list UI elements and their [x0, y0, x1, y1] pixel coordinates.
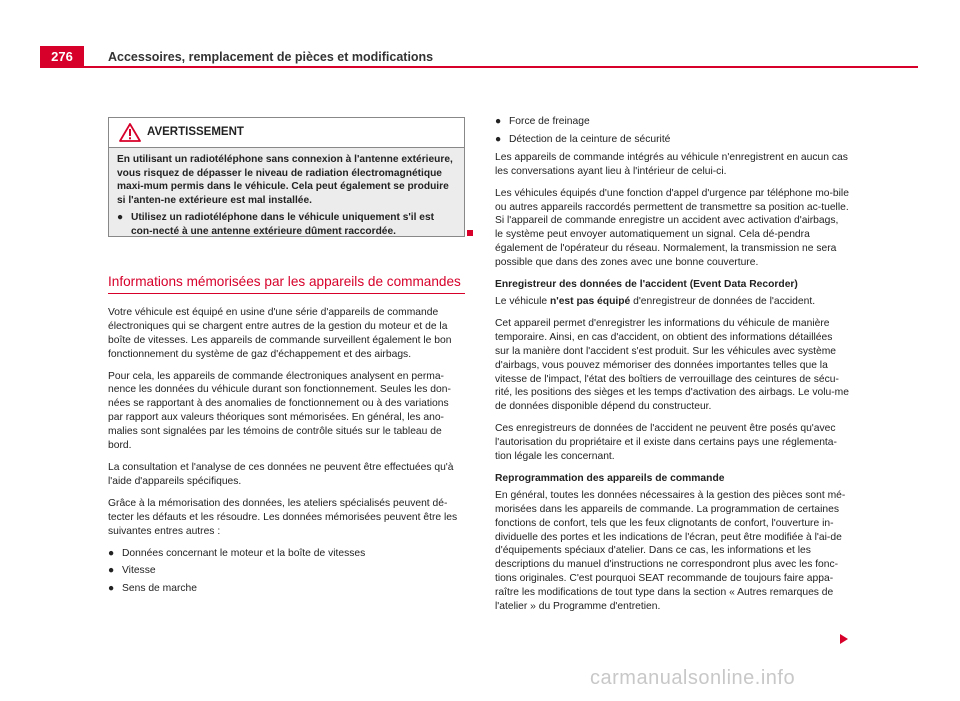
subheading: Enregistreur des données de l'accident (Event Data Recorder) — [495, 279, 798, 291]
section-end-marker — [467, 230, 473, 236]
watermark: carmanualsonline.info — [590, 667, 796, 689]
list-item — [108, 582, 465, 596]
paragraph: Cet appareil permet d'enregistrer les informations du véhicule de manière temporaire. Ainsi, en cas d'accident, on obtient des informations détaillées sur la manière dont l'accident s'est produit. Sur les véhicules avec système d'airbags, vous pouvez mémoriser des données importantes telles que la vitesse de l'impact, l'état des boîtiers de verrouillage des ceintures de sécu-rité, les positions des sièges et les temps d'activation des airbags. Le volu-me de données disponible dépend du constructeur. — [495, 317, 849, 413]
bullet-icon: ● — [108, 547, 115, 559]
bullet-list — [495, 115, 849, 147]
list-item — [495, 133, 849, 147]
paragraph: Pour cela, les appareils de commande électroniques analysent en perma-nence les données du véhicule durant son fonctionnement. Seules les don-nées se rapportant à des anomalies de fonctionnement ou à des variations par rapport aux valeurs théoriques sont mémorisées. En général, les ano-malies sont signalées par les témoins de contrôle situés sur le tableau de bord. — [108, 370, 451, 452]
text-run: Le véhicule — [495, 295, 550, 307]
paragraph: En général, toutes les données nécessaires à la gestion des pièces sont mé-morisées dans les appareils de commande. La programmation de certaines fonctions de confort, tels que les feux clignotants de confort, l'ouverture in-dividuelle des portes et les indications de l'écran, peut être modifiée à l'ai-de d'équipements spéciaux d'atelier. Dans ce cas, les informations et les descriptions du manuel d'instructions ne correspondront plus avec les fonc-tions originales. C'est pourquoi SEAT recommande de toujours faire appa-raître les modifications de tout type dans la section « Autres remarques de l'atelier » du Programme d'entretien. — [495, 489, 846, 613]
right-column — [495, 115, 849, 622]
warning-box — [108, 117, 465, 237]
list-item — [495, 115, 849, 129]
paragraph: Les véhicules équipés d'une fonction d'appel d'urgence par téléphone mo-bile ou autres appareils raccordés permettent de transmettre sa position ac-tuelle. Si l'appareil de commande enregistre un accident avec activation d'airbags, le système peut envoyer automatiquement un signal. Cela dé-pendra également de l'opérateur du réseau. Normalement, la transmission ne sera possible que dans des zones avec une bonne couverture. — [495, 187, 849, 269]
list-item — [108, 564, 465, 578]
page-header — [0, 0, 960, 72]
paragraph: Votre véhicule est équipé en usine d'une série d'appareils de commande électroniques qui se chargent entre autres de la gestion du moteur et de la boîte de vitesses. Les appareils de commande surveillent également le bon fonctionnement du système de gaz d'échappement et des airbags. — [108, 306, 452, 360]
header-rule — [84, 66, 918, 68]
paragraph: Grâce à la mémorisation des données, les ateliers spécialisés peuvent dé-tecter les défauts et les résoudre. Les données mémorisées peuvent être les suivantes entres autres : — [108, 497, 458, 537]
list-item-text: Données concernant le moteur et la boîte de vitesses — [122, 547, 366, 559]
section-title: Informations mémorisées par les appareils de commandes — [108, 275, 465, 294]
emphasis-text: n'est pas équipé — [549, 295, 631, 307]
arrow-right-icon — [840, 634, 848, 644]
paragraph: Ces enregistreurs de données de l'accident ne peuvent être posés qu'avec l'autorisation du propriétaire et il existe dans certains pays une réglementa-tion légale les concernant. — [495, 423, 837, 463]
left-column — [108, 117, 465, 600]
list-item — [108, 547, 465, 561]
warning-header — [109, 118, 464, 148]
page-number: 276 — [40, 46, 84, 68]
warning-triangle-icon — [119, 123, 141, 142]
bullet-icon: ● — [495, 133, 502, 145]
list-item-text: Force de freinage — [509, 116, 590, 127]
list-item-text: Sens de marche — [122, 583, 197, 595]
bullet-icon: ● — [495, 116, 502, 127]
text-run: d'enregistreur de données de l'accident. — [630, 295, 816, 307]
warning-body — [109, 148, 464, 238]
warning-bullet-text: Utilisez un radiotéléphone dans le véhicule uniquement s'il est con-necté à une antenne extérieure dûment raccordée. — [131, 212, 435, 237]
warning-text: En utilisant un radiotéléphone sans connexion à l'antenne extérieure, vous risquez de dépasser le niveau de radiation électromagnétique maxi-mum permis dans le véhicule. Cela peut également se produire si l'anten-ne extérieure est mal installée. — [117, 154, 453, 206]
warning-bullet — [117, 211, 456, 238]
subheading: Reprogrammation des appareils de commande — [495, 472, 725, 484]
list-item-text: Détection de la ceinture de sécurité — [509, 133, 671, 145]
bullet-icon: ● — [108, 565, 115, 577]
paragraph: Les appareils de commande intégrés au véhicule n'enregistrent en aucun cas les conversations ayant lieu à l'intérieur de celui-ci. — [495, 151, 848, 177]
warning-title: AVERTISSEMENT — [147, 125, 244, 138]
bullet-list — [108, 547, 465, 597]
left-body — [108, 306, 465, 596]
list-item-text: Vitesse — [122, 565, 156, 577]
chapter-title: Accessoires, remplacement de pièces et modifications — [108, 50, 434, 64]
bullet-icon: ● — [117, 212, 124, 223]
bullet-icon: ● — [108, 583, 115, 595]
paragraph: La consultation et l'analyse de ces données ne peuvent être effectuées qu'à l'aide d'appareils spécifiques. — [108, 461, 454, 487]
paragraph — [495, 295, 849, 309]
